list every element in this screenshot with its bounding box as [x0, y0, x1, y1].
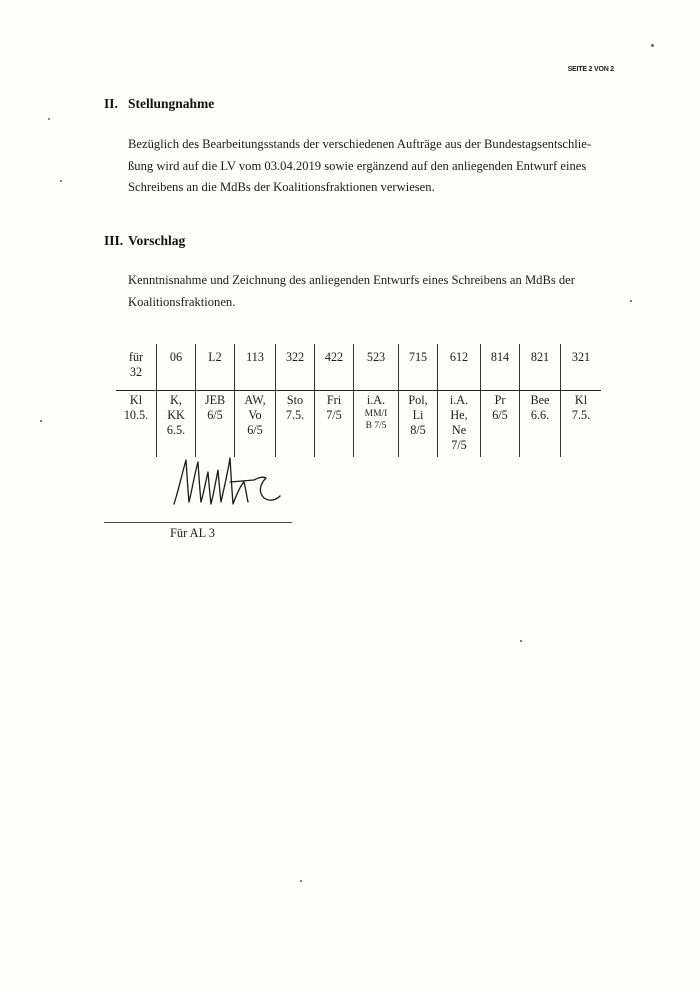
- scan-speck: [520, 640, 522, 642]
- initials-entry: B 7/5: [365, 421, 387, 431]
- unit-code: 612: [449, 350, 469, 364]
- initials-entry: 6/5: [207, 408, 223, 422]
- scan-speck: [651, 44, 654, 47]
- section-number: III.: [104, 233, 124, 248]
- initials-cell: [116, 391, 157, 458]
- unit-code: 06: [169, 350, 183, 364]
- initials-entry: 7.5.: [571, 408, 591, 422]
- scan-speck: [40, 420, 42, 422]
- unit-header-cell: [235, 344, 276, 391]
- signature-routing-table: [116, 344, 601, 457]
- unit-code: 321: [571, 350, 591, 364]
- unit-header-cell: [157, 344, 196, 391]
- scan-speck: [630, 300, 632, 302]
- initials-entry: Bee: [530, 393, 550, 407]
- initials-entry: 6/5: [492, 408, 508, 422]
- unit-code: 523: [366, 350, 386, 364]
- initials-entry: 6/5: [247, 423, 263, 437]
- initials-cell: [481, 391, 520, 458]
- unit-header-cell: [354, 344, 399, 391]
- initials-entry: 6.6.: [530, 408, 550, 422]
- scan-speck: [48, 118, 50, 120]
- initials-cell: [354, 391, 399, 458]
- initials-entry: Pr: [494, 393, 506, 407]
- section-heading-vorschlag: [104, 233, 185, 249]
- signature-caption: Für AL 3: [170, 526, 215, 540]
- section-heading-stellungnahme: [104, 96, 214, 112]
- initials-entry: Pol,: [408, 393, 428, 407]
- initials-entry: Kl: [574, 393, 588, 407]
- initials-entry: Vo: [248, 408, 262, 422]
- stellungnahme-paragraph: [128, 134, 618, 199]
- unit-code: 715: [408, 350, 428, 364]
- initials-entry: AW,: [244, 393, 266, 407]
- paragraph-line: Koalitionsfraktionen.: [128, 294, 236, 309]
- initials-cell: [561, 391, 602, 458]
- unit-header-cell: [399, 344, 438, 391]
- scan-speck: [300, 880, 302, 882]
- initials-entry: MM/I: [364, 409, 388, 419]
- unit-header-cell: [196, 344, 235, 391]
- initials-entry: 6.5.: [166, 423, 186, 437]
- unit-header-cell: [116, 344, 157, 391]
- unit-code: 322: [285, 350, 305, 364]
- unit-header-cell: [520, 344, 561, 391]
- initials-entry: 10.5.: [123, 408, 149, 422]
- page-number: SEITE 2 VON 2: [567, 66, 614, 73]
- unit-header-cell: [481, 344, 520, 391]
- section-title: Vorschlag: [128, 233, 186, 248]
- initials-entry: He,: [450, 408, 468, 422]
- paragraph-line: Schreibens an die MdBs der Koalitionsfraktionen verwiesen.: [128, 180, 435, 194]
- paragraph-line: Kenntnisnahme und Zeichnung des anliegenden Entwurfs eines Schreibens an MdBs der: [128, 273, 575, 287]
- initials-cell: [196, 391, 235, 458]
- unit-code: L2: [208, 350, 222, 364]
- initials-cell: [438, 391, 481, 458]
- vorschlag-paragraph: [128, 270, 618, 313]
- initials-entry: i.A.: [449, 393, 469, 407]
- paragraph-line: Bezüglich des Bearbeitungsstands der verschiedenen Aufträge aus der Bundestagsentschlie-: [128, 137, 592, 151]
- initials-entry: 8/5: [410, 423, 426, 437]
- scan-speck: [60, 180, 62, 182]
- initials-cell: [520, 391, 561, 458]
- initials-entry: JEB: [204, 393, 226, 407]
- unit-header-cell: [438, 344, 481, 391]
- initials-cell: [157, 391, 196, 458]
- initials-entry: KK: [167, 408, 185, 422]
- initials-cell: [235, 391, 276, 458]
- initials-entry: Kl: [129, 393, 143, 407]
- initials-cell: [276, 391, 315, 458]
- unit-code: 32: [129, 365, 143, 379]
- unit-header-cell: [276, 344, 315, 391]
- initials-entry: K,: [170, 393, 182, 407]
- initials-entry: Li: [412, 408, 424, 422]
- initials-entry: i.A.: [366, 393, 386, 407]
- signature-line: [104, 522, 292, 523]
- initials-entry: 7/5: [451, 438, 467, 452]
- unit-code: für: [128, 350, 144, 364]
- initials-entry: Sto: [286, 393, 304, 407]
- unit-header-row: [116, 344, 601, 391]
- unit-code: 422: [324, 350, 344, 364]
- initials-entry: Fri: [326, 393, 342, 407]
- initials-row: [116, 391, 601, 458]
- handwritten-signature: [170, 452, 290, 514]
- section-number: II.: [104, 96, 118, 111]
- unit-code: 821: [530, 350, 550, 364]
- unit-code: 113: [246, 350, 264, 364]
- initials-entry: 7.5.: [285, 408, 305, 422]
- paragraph-line: ßung wird auf die LV vom 03.04.2019 sowie ergänzend auf den anliegenden Entwurf eines: [128, 158, 587, 173]
- unit-header-cell: [315, 344, 354, 391]
- initials-cell: [399, 391, 438, 458]
- initials-entry: 7/5: [326, 408, 342, 422]
- initials-cell: [315, 391, 354, 458]
- initials-entry: Ne: [451, 423, 467, 437]
- unit-code: 814: [490, 350, 510, 364]
- section-title: Stellungnahme: [128, 96, 215, 111]
- unit-header-cell: [561, 344, 602, 391]
